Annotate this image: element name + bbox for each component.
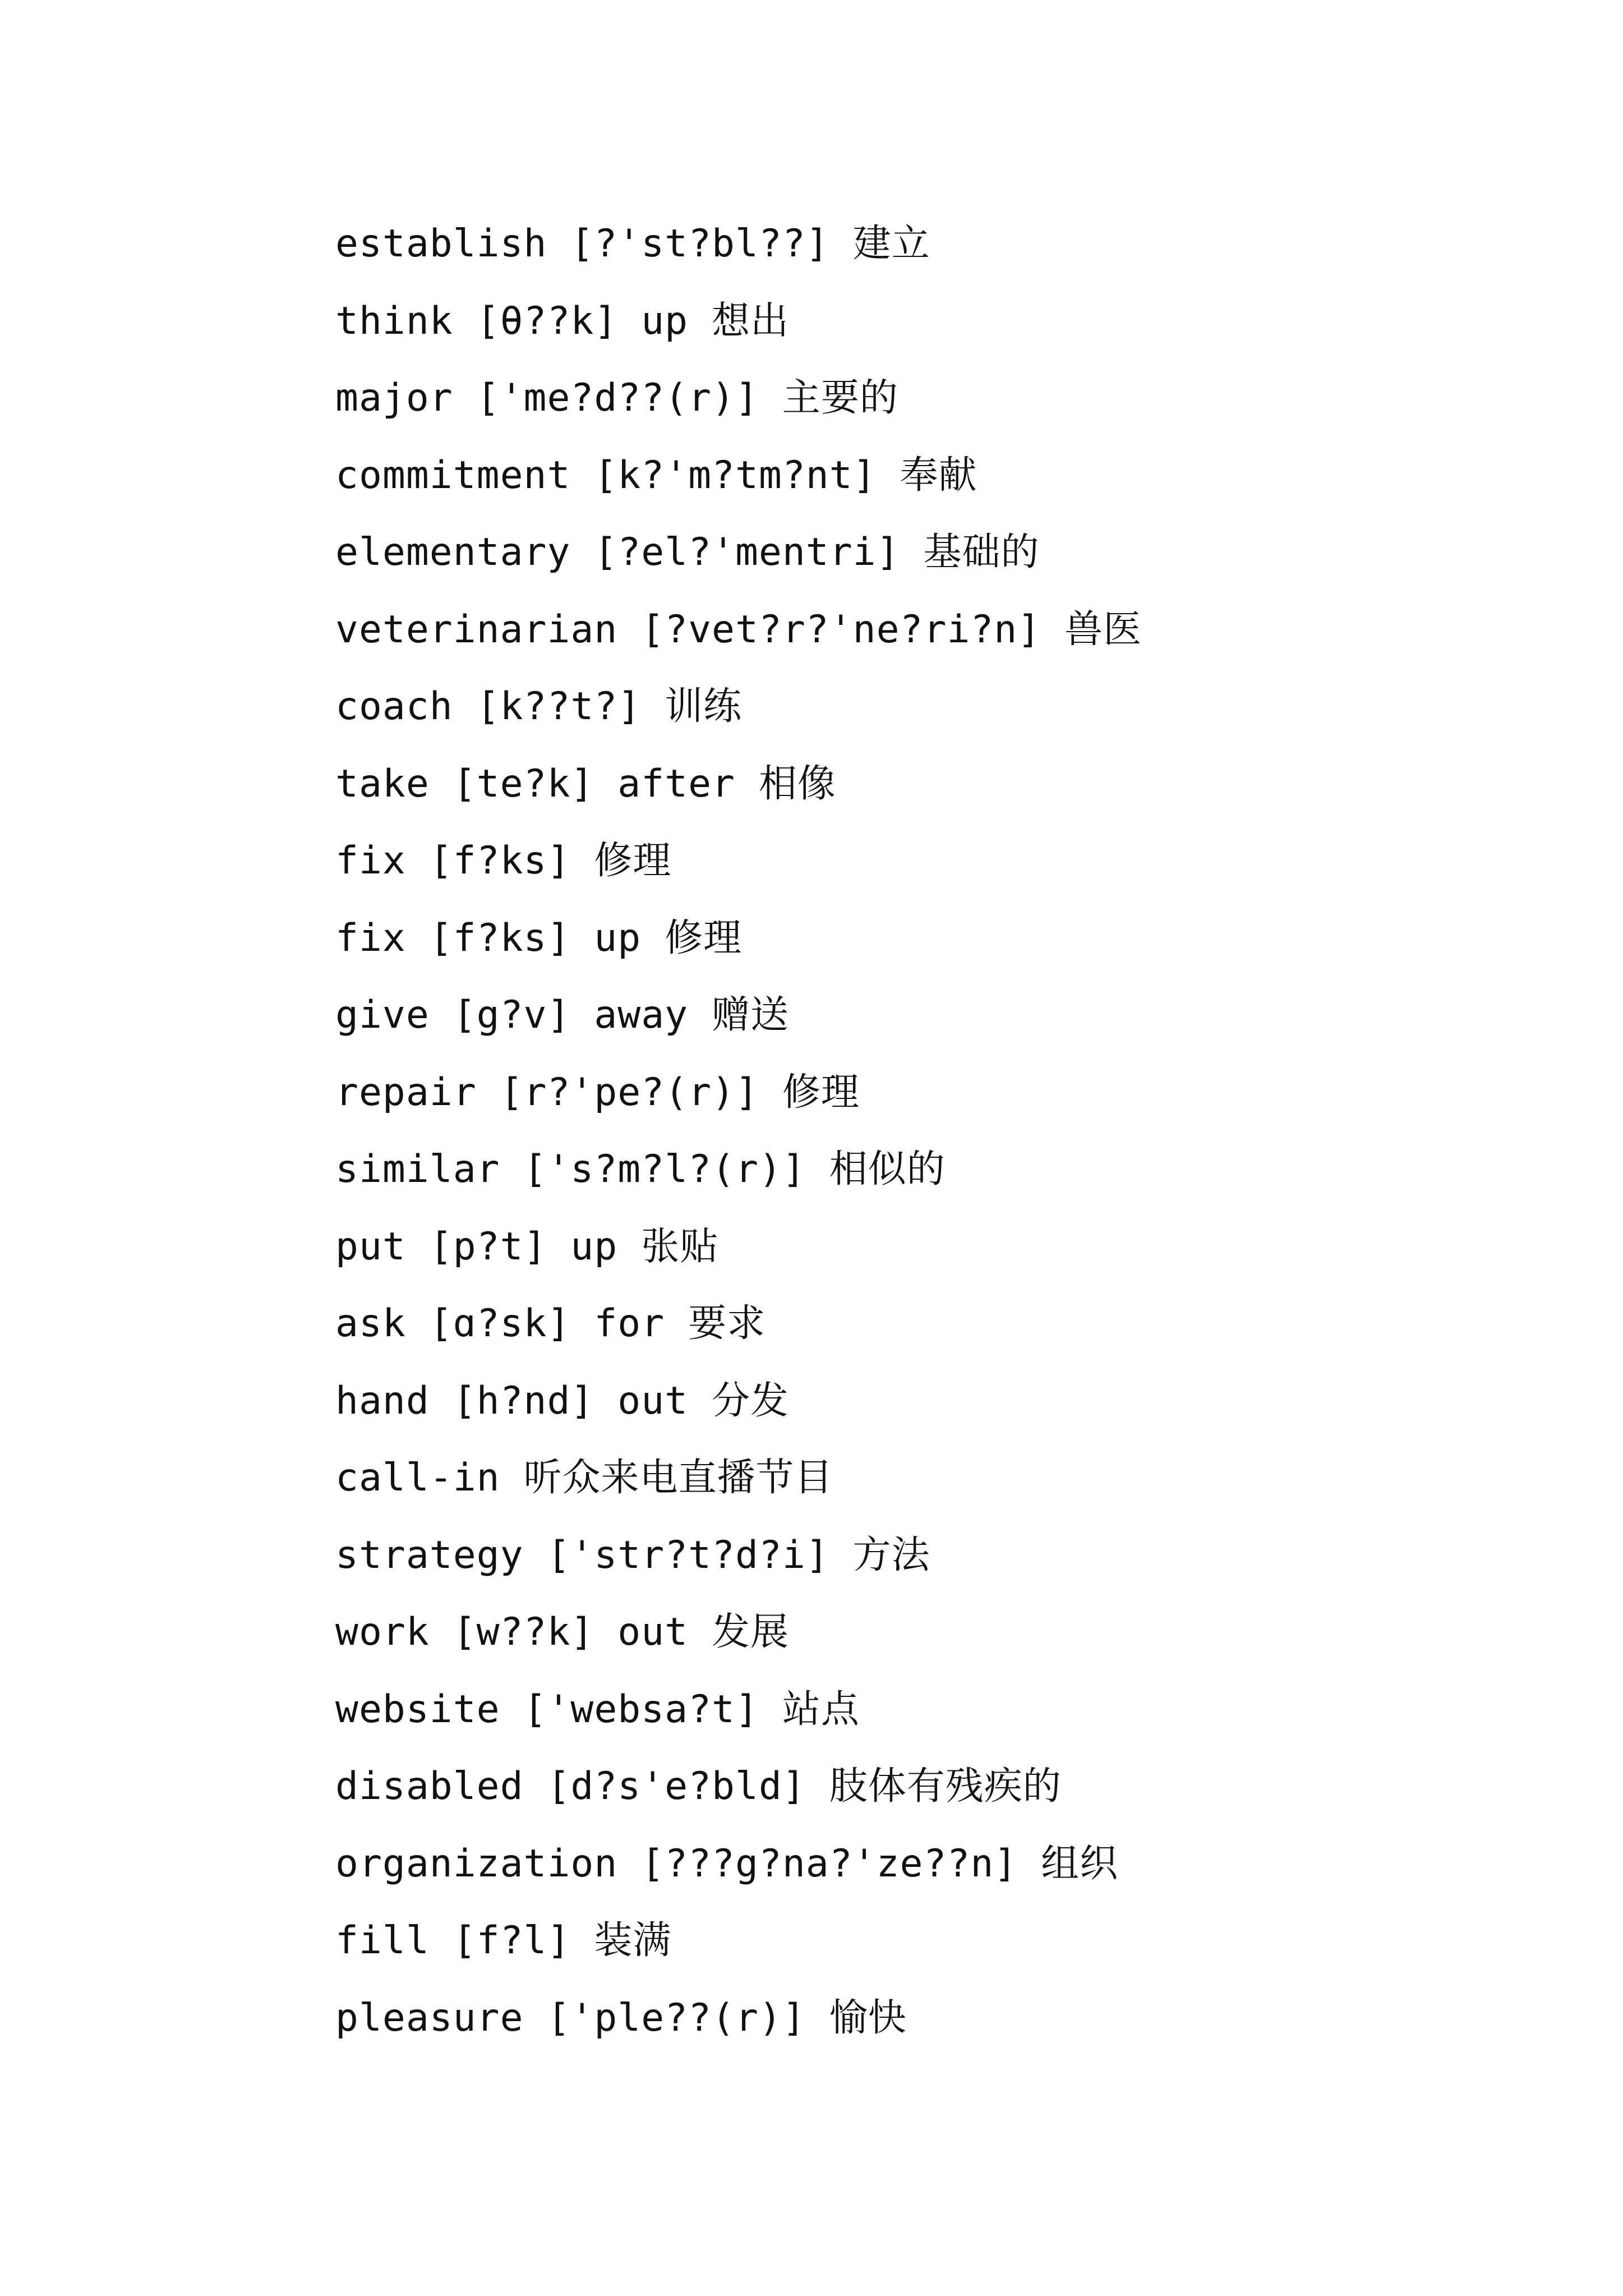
vocab-entry: fix [f?ks] 修理: [335, 839, 672, 883]
vocab-entry: strategy ['str?t?d?i] 方法: [335, 1533, 930, 1577]
vocab-entry: think [θ??k] up 想出: [335, 298, 790, 343]
vocab-entry: give [g?v] away 赠送: [335, 993, 790, 1037]
vocab-entry: fill [f?l] 装满: [335, 1918, 672, 1963]
vocab-entry: commitment [k?'m?tm?nt] 奉献: [335, 453, 978, 498]
vocab-entry: major ['me?d??(r)] 主要的: [335, 376, 898, 420]
vocab-entry: repair [r?'pe?(r)] 修理: [335, 1070, 860, 1115]
vocab-entry: similar ['s?m?l?(r)] 相似的: [335, 1147, 946, 1191]
vocab-entry: veterinarian [?vet?r?'ne?ri?n] 兽医: [335, 607, 1142, 652]
vocab-entry: put [p?t] up 张贴: [335, 1224, 719, 1269]
vocab-entry: website ['websa?t] 站点: [335, 1687, 860, 1732]
vocab-entry: take [te?k] after 相像: [335, 761, 836, 806]
vocabulary-list: [335, 216, 1513, 2067]
vocab-entry: elementary [?el?'mentri] 基础的: [335, 530, 1040, 574]
vocab-entry: hand [h?nd] out 分发: [335, 1378, 790, 1423]
vocab-entry: establish [?'st?bl??] 建立: [335, 222, 930, 266]
vocab-entry: disabled [d?s'e?bld] 肢体有残疾的: [335, 1764, 1062, 1809]
vocab-entry: organization [???g?na?'ze??n] 组织: [335, 1841, 1119, 1886]
vocab-entry: work [w??k] out 发展: [335, 1610, 790, 1654]
vocab-entry: pleasure ['ple??(r)] 愉快: [335, 1995, 907, 2040]
vocab-entry: fix [f?ks] up 修理: [335, 915, 743, 960]
vocab-entry: call-in 听众来电直播节目: [335, 1456, 833, 1500]
vocab-entry: ask [ɑ?sk] for 要求: [335, 1301, 766, 1346]
vocab-entry: coach [k??t?] 训练: [335, 684, 743, 729]
